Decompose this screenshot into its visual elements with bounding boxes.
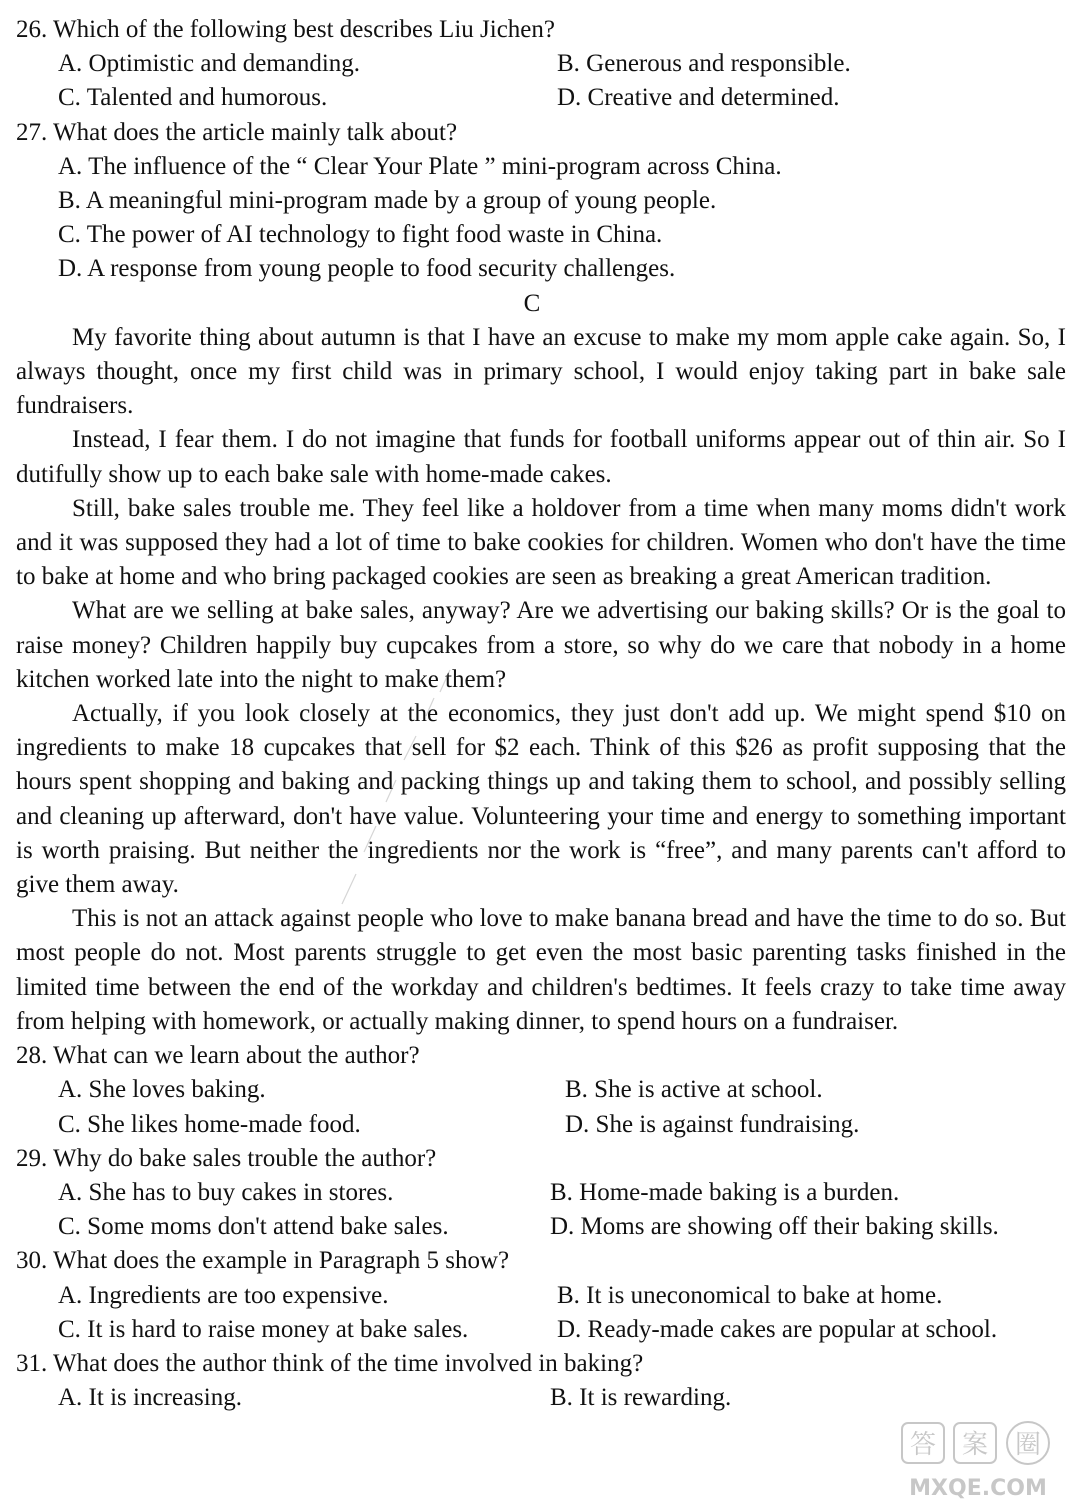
option-a[interactable]: A. The influence of the “ Clear Your Plate ” mini-program across China. bbox=[58, 152, 782, 180]
option-row bbox=[16, 1381, 1066, 1415]
watermark-url: MXQE.COM bbox=[909, 1476, 1047, 1501]
option-a[interactable]: A. She loves baking. bbox=[58, 1076, 266, 1104]
option-d[interactable]: D. A response from young people to food security challenges. bbox=[58, 255, 676, 283]
option-row bbox=[16, 1210, 1066, 1244]
question-26 bbox=[16, 13, 1066, 116]
option-b[interactable]: B. She is active at school. bbox=[565, 1076, 823, 1104]
option-c[interactable]: C. Talented and humorous. bbox=[58, 84, 328, 112]
option-d[interactable]: D. Creative and determined. bbox=[557, 84, 840, 112]
option-b[interactable]: B. Generous and responsible. bbox=[557, 50, 851, 78]
option-row bbox=[16, 1176, 1066, 1210]
question-stem: 28. What can we learn about the author? bbox=[16, 1042, 420, 1070]
section-heading: C bbox=[523, 289, 541, 317]
exam-page bbox=[16, 13, 1066, 1415]
watermark-char-2: 案 bbox=[961, 1430, 989, 1460]
passage-paragraph: Instead, I fear them. I do not imagine that funds for football uniforms appear out of thin air. So I dutifully show up to each bake sale with home-made cakes. bbox=[16, 426, 1066, 488]
stamp-watermark bbox=[330, 660, 470, 980]
option-b[interactable]: B. Home-made baking is a burden. bbox=[550, 1178, 900, 1206]
question-stem: 31. What does the author think of the time involved in baking? bbox=[16, 1349, 644, 1377]
option-d[interactable]: D. Moms are showing off their baking skills. bbox=[550, 1213, 999, 1241]
option-row bbox=[16, 1108, 1066, 1142]
site-logo-watermark bbox=[898, 1417, 1058, 1503]
watermark-char-3: 圈 bbox=[1014, 1430, 1042, 1460]
passage-paragraph: This is not an attack against people who love to make banana bread and have the time to do so. But most people do not. Most parents struggle to get even the most basic parenting tasks finished in the limited time between the end of the workday and children's bedtimes. It feels crazy to take time away from helping with homework, or actually making dinner, to spend hours on a fundraiser. bbox=[16, 905, 1066, 1035]
option-row bbox=[16, 1279, 1066, 1313]
option-b[interactable]: B. It is uneconomical to bake at home. bbox=[557, 1281, 943, 1309]
option-a[interactable]: A. Optimistic and demanding. bbox=[58, 50, 361, 78]
option-c[interactable]: C. It is hard to raise money at bake sales. bbox=[58, 1315, 469, 1343]
passage-paragraph: My favorite thing about autumn is that I have an excuse to make my mom apple cake again. So, I always thought, once my first child was in primary school, I would enjoy taking part in bake sale fundraisers. bbox=[16, 323, 1066, 420]
passage-paragraph: Still, bake sales trouble me. They feel like a holdover from a time when many moms didn't work and it was supposed they had a lot of time to bake cookies for children. Women who don't have the time to bake at home and who bring packaged cookies are seen as breaking a great American tradition. bbox=[16, 494, 1066, 591]
question-30 bbox=[16, 1244, 1066, 1347]
option-d[interactable]: D. Ready-made cakes are popular at school. bbox=[557, 1315, 998, 1343]
question-stem: 27. What does the article mainly talk about? bbox=[16, 118, 458, 146]
option-a[interactable]: A. She has to buy cakes in stores. bbox=[58, 1178, 394, 1206]
question-29 bbox=[16, 1142, 1066, 1245]
question-31 bbox=[16, 1347, 1066, 1415]
question-28 bbox=[16, 1039, 1066, 1142]
question-27 bbox=[16, 116, 1066, 287]
passage-paragraph: Actually, if you look closely at the economics, they just don't add up. We might spend $10 on ingredients to make 18 cupcakes that sell for $2 each. Think of this $26 as profit supposing that the hours spent shopping and baking and packing things up and taking them to school, and possibly selling and cleaning up afterward, don't have value. Volunteering your time and energy to something important is worth praising. But neither the ingredients nor the work is “free”, and many parents can't afford to give them away. bbox=[16, 700, 1066, 899]
option-b[interactable]: B. A meaningful mini-program made by a group of young people. bbox=[58, 187, 717, 215]
question-stem: 30. What does the example in Paragraph 5 show? bbox=[16, 1247, 510, 1275]
passage-paragraph: What are we selling at bake sales, anyway? Are we advertising our baking skills? Or is the goal to raise money? Children happily buy cupcakes from a store, so why do we care that nobody in a home kitchen worked late into the night to make them? bbox=[16, 597, 1066, 693]
option-c[interactable]: C. Some moms don't attend bake sales. bbox=[58, 1213, 449, 1241]
option-row bbox=[16, 1313, 1066, 1347]
question-stem: 29. Why do bake sales trouble the author? bbox=[16, 1144, 437, 1172]
option-a[interactable]: A. It is increasing. bbox=[58, 1384, 242, 1412]
reading-passage bbox=[16, 321, 1066, 1039]
option-row bbox=[16, 81, 1066, 115]
watermark-char-1: 答 bbox=[909, 1430, 937, 1460]
option-c[interactable]: C. She likes home-made food. bbox=[58, 1110, 361, 1138]
option-row bbox=[16, 47, 1066, 81]
option-a[interactable]: A. Ingredients are too expensive. bbox=[58, 1281, 389, 1309]
option-row bbox=[16, 1073, 1066, 1107]
option-b[interactable]: B. It is rewarding. bbox=[550, 1384, 732, 1412]
question-stem: 26. Which of the following best describes Liu Jichen? bbox=[16, 16, 555, 43]
option-c[interactable]: C. The power of AI technology to fight food waste in China. bbox=[58, 221, 663, 249]
option-d[interactable]: D. She is against fundraising. bbox=[565, 1110, 860, 1138]
